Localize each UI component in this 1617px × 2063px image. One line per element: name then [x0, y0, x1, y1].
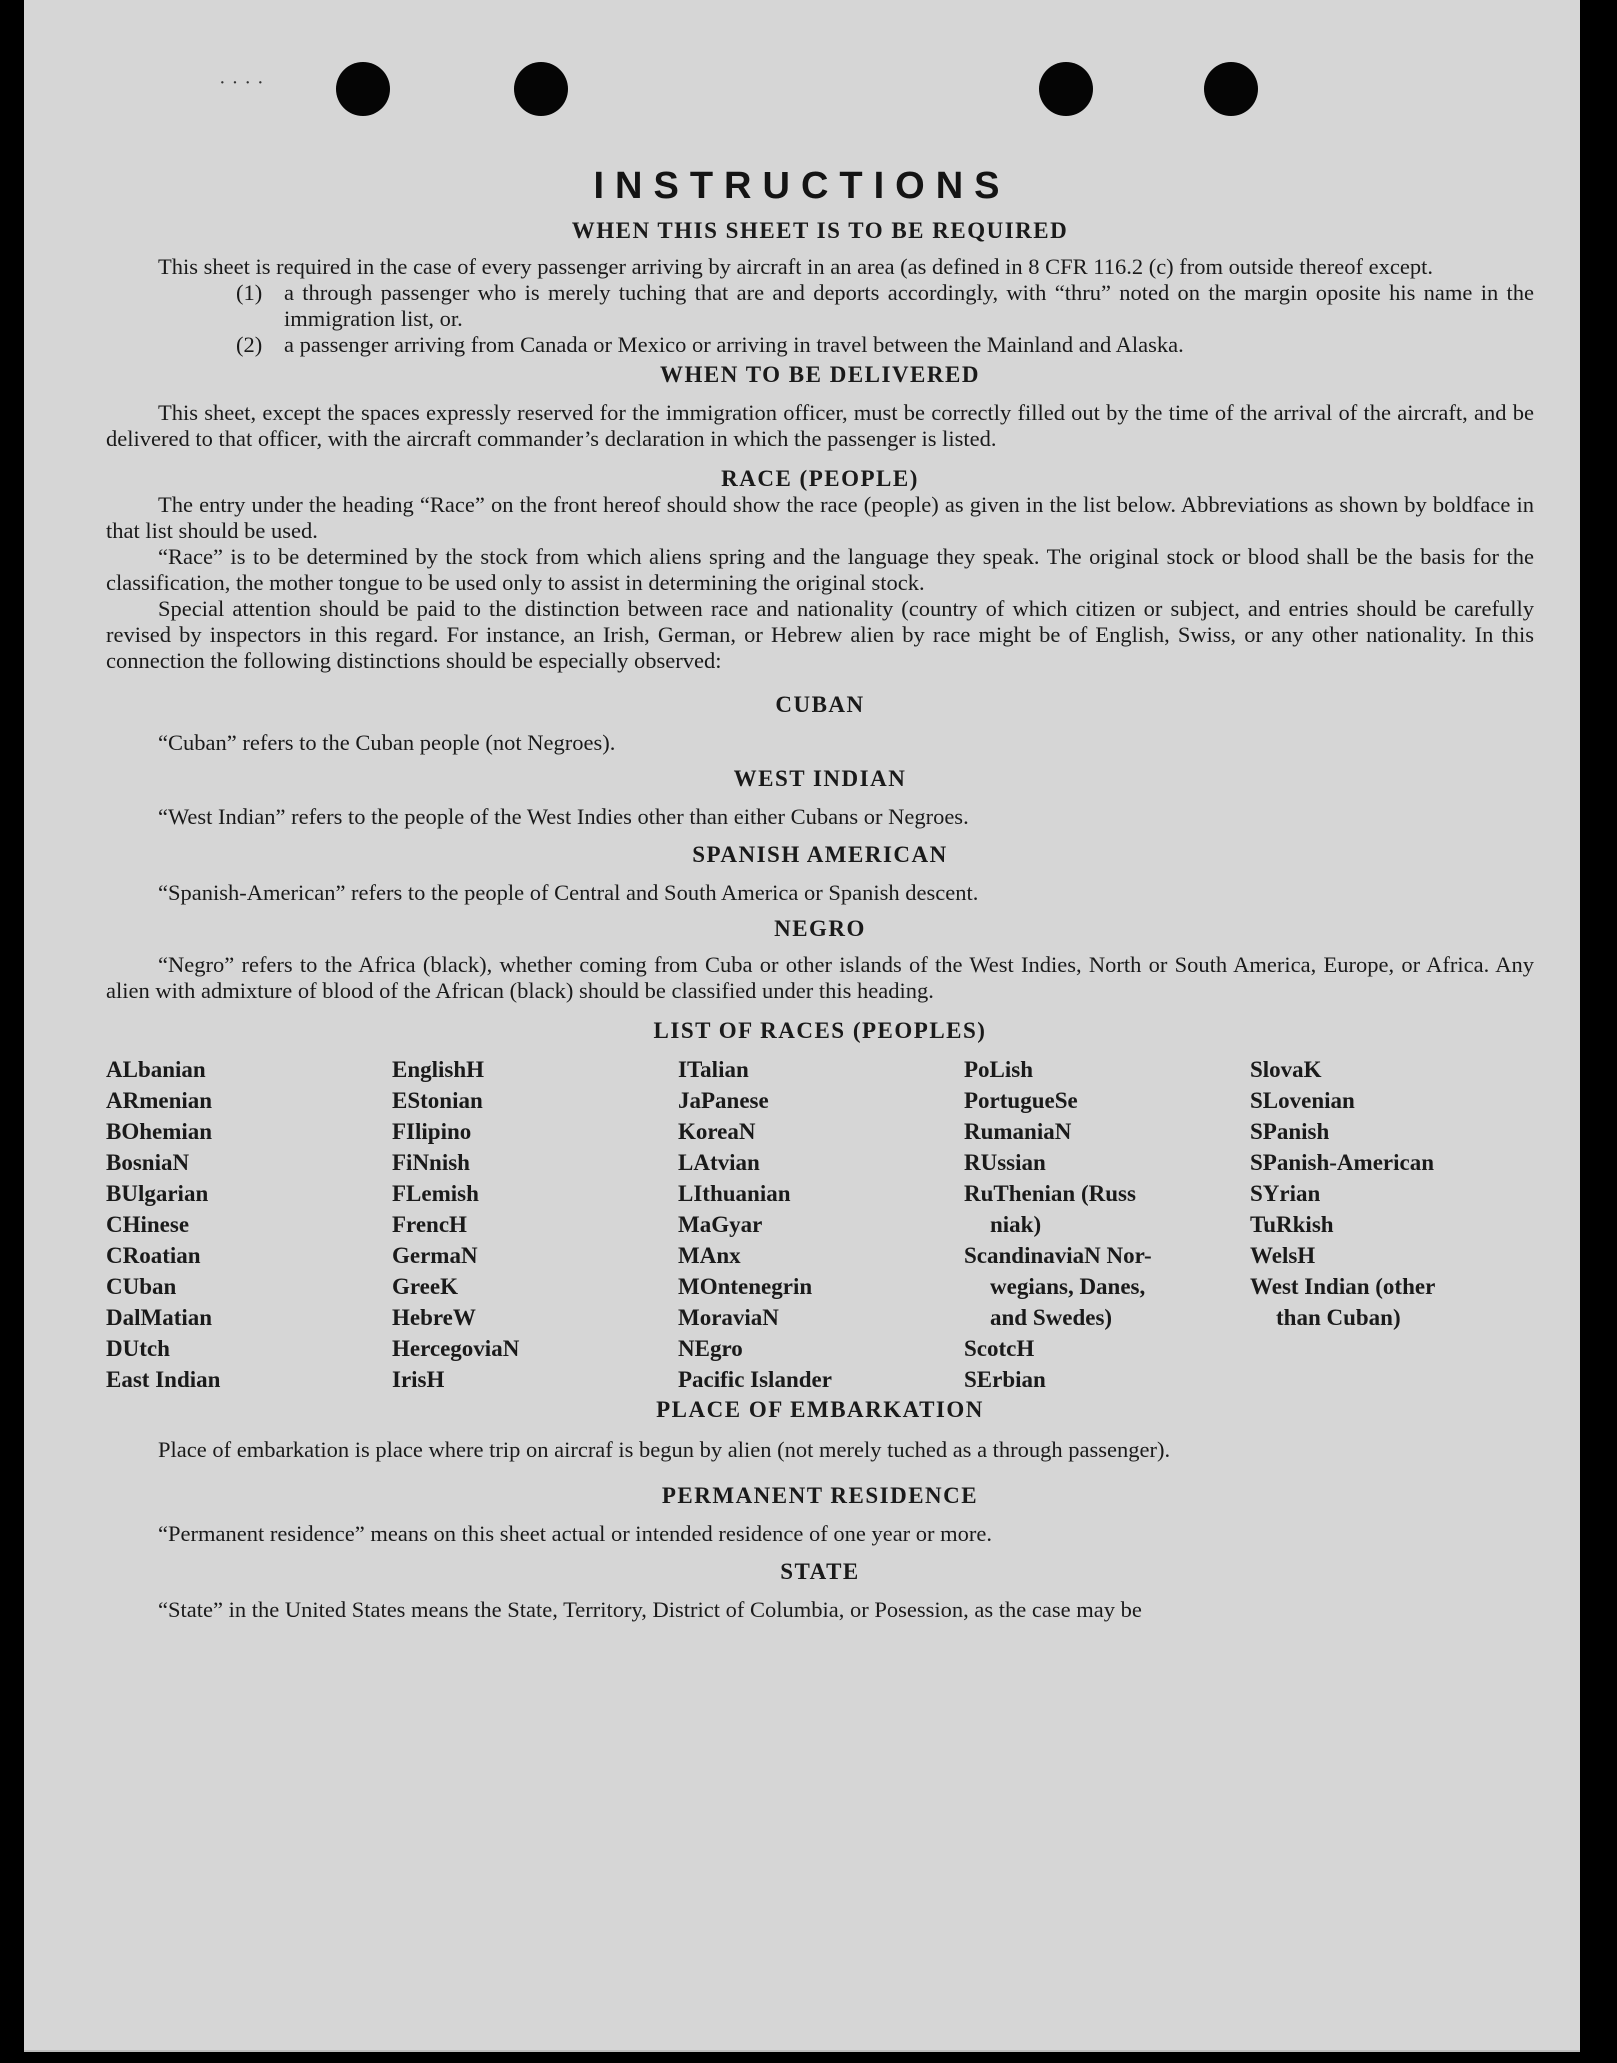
heading-when-delivered: WHEN TO BE DELIVERED: [660, 362, 980, 387]
race-entry: RUssian: [964, 1150, 1046, 1175]
exception-text: a through passenger who is merely tuching that are and deports accordingly, with “thru” noted on the margin oposite his name in the immigration list, or.: [284, 280, 1534, 331]
race-paragraph: The entry under the heading “Race” on the front hereof should show the race (people) as given in the list below. Abbreviations as shown by boldface in that list should be used.: [106, 492, 1534, 543]
race-entry: DUtch: [106, 1336, 170, 1361]
residence-text: “Permanent residence” means on this sheet actual or intended residence of one year or more.: [158, 1521, 993, 1546]
negro-text: “Negro” refers to the Africa (black), whether coming from Cuba or other islands of the West Indies, North or South America, Europe, or Africa. Any alien with admixture of blood of the African (black) should be classified under this heading.: [106, 952, 1534, 1003]
west-indian-text: “West Indian” refers to the people of the West Indies other than either Cubans or Negroes.: [158, 804, 969, 829]
race-entry-continuation: wegians, Danes,: [990, 1274, 1146, 1299]
races-column: [392, 1054, 678, 1395]
race-entry-continuation: niak): [990, 1212, 1042, 1237]
race-entry: BosniaN: [106, 1150, 190, 1175]
race-entry: HercegoviaN: [392, 1336, 520, 1361]
race-entry: FLemish: [392, 1181, 479, 1206]
race-entry: FrencH: [392, 1212, 467, 1237]
punch-hole: [514, 62, 568, 116]
race-entry: GermaN: [392, 1243, 478, 1268]
race-entry: BOhemian: [106, 1119, 213, 1144]
race-entry: FiNnish: [392, 1150, 470, 1175]
race-entry: IrisH: [392, 1367, 445, 1392]
race-entry: SPanish: [1250, 1119, 1330, 1144]
race-entry: MAnx: [678, 1243, 741, 1268]
race-entry: HebreW: [392, 1305, 476, 1330]
heading-embarkation: PLACE OF EMBARKATION: [656, 1397, 984, 1422]
race-entry: CRoatian: [106, 1243, 201, 1268]
race-entry: MoraviaN: [678, 1305, 779, 1330]
cuban-text: “Cuban” refers to the Cuban people (not Negroes).: [158, 730, 616, 755]
races-list: [106, 1054, 1534, 1395]
race-entry: LIthuanian: [678, 1181, 791, 1206]
race-entry: CUban: [106, 1274, 177, 1299]
race-entry: SYrian: [1250, 1181, 1321, 1206]
race-entry: SlovaK: [1250, 1057, 1322, 1082]
race-entry: WelsH: [1250, 1243, 1316, 1268]
race-entry: RumaniaN: [964, 1119, 1072, 1144]
punch-hole: [336, 62, 390, 116]
state-text: “State” in the United States means the State, Territory, District of Columbia, or Posession, as the case may be: [158, 1597, 1142, 1622]
race-paragraph: Special attention should be paid to the distinction between race and nationality (country of which citizen or subject, and entries should be carefully revised by inspectors in this regard. For instance, an Irish, German, or Hebrew alien by race might be of English, Swiss, or any other nationality. In this connection the following distinctions should be especially observed:: [106, 596, 1534, 673]
race-entry: ScotcH: [964, 1336, 1035, 1361]
race-entry: Pacific Islander: [678, 1367, 832, 1392]
race-entry: East Indian: [106, 1367, 221, 1392]
race-entry: ScandinaviaN Nor-: [964, 1243, 1152, 1268]
race-entry: NEgro: [678, 1336, 743, 1361]
race-entry: ALbanian: [106, 1057, 206, 1082]
race-entry: BUlgarian: [106, 1181, 209, 1206]
punch-dots: ····: [219, 72, 270, 94]
race-entry: SLovenian: [1250, 1088, 1355, 1113]
race-entry-continuation: and Swedes): [990, 1305, 1113, 1330]
exception-number: (2): [236, 332, 263, 357]
race-entry: ARmenian: [106, 1088, 213, 1113]
exception-text: a passenger arriving from Canada or Mexico or arriving in travel between the Mainland and Alaska.: [284, 332, 1184, 357]
heading-west-indian: WEST INDIAN: [733, 766, 907, 791]
spanish-american-text: “Spanish-American” refers to the people of Central and South America or Spanish descent.: [158, 880, 979, 905]
page-title: INSTRUCTIONS: [593, 165, 1011, 207]
race-entry: PoLish: [964, 1057, 1034, 1082]
document-page: [24, 0, 1580, 2052]
races-column: [1250, 1054, 1534, 1395]
heading-permanent-residence: PERMANENT RESIDENCE: [661, 1483, 979, 1508]
races-column: [964, 1054, 1250, 1395]
document-body: [106, 218, 1534, 1623]
race-entry: MaGyar: [678, 1212, 763, 1237]
race-entry: MOntenegrin: [678, 1274, 813, 1299]
punch-hole: [1039, 62, 1093, 116]
race-entry-continuation: than Cuban): [1276, 1305, 1401, 1330]
heading-cuban: CUBAN: [775, 692, 865, 717]
embarkation-text: Place of embarkation is place where trip on aircraf is begun by alien (not merely tuched as a through passenger).: [158, 1437, 1171, 1462]
race-entry: EnglishH: [392, 1057, 485, 1082]
race-entry: SErbian: [964, 1367, 1046, 1392]
when-delivered-text: This sheet, except the spaces expressly reserved for the immigration officer, must be correctly filled out by the time of the arrival of the aircraft, and be delivered to that officer, with the aircraft commander’s declaration in which the passenger is listed.: [106, 400, 1534, 451]
when-required-intro: This sheet is required in the case of every passenger arriving by aircraft in an area (as defined in 8 CFR 116.2 (c) from outside thereof except.: [158, 254, 1433, 279]
race-entry: RuThenian (Russ: [964, 1181, 1136, 1206]
heading-negro: NEGRO: [774, 916, 866, 941]
race-entry: GreeK: [392, 1274, 458, 1299]
race-entry: TuRkish: [1250, 1212, 1334, 1237]
race-entry: EStonian: [392, 1088, 483, 1113]
race-entry: SPanish-American: [1250, 1150, 1434, 1175]
race-entry: West Indian (other: [1250, 1274, 1436, 1299]
races-column: [106, 1054, 392, 1395]
race-entry: DalMatian: [106, 1305, 213, 1330]
exception-item: [236, 332, 1534, 358]
race-entry: CHinese: [106, 1212, 190, 1237]
heading-state: STATE: [780, 1559, 860, 1584]
exception-number: (1): [236, 280, 263, 305]
race-entry: KoreaN: [678, 1119, 756, 1144]
race-entry: LAtvian: [678, 1150, 760, 1175]
punch-hole: [1204, 62, 1258, 116]
race-paragraph: “Race” is to be determined by the stock from which aliens spring and the language they speak. The original stock or blood shall be the basis for the classification, the mother tongue to be used only to assist in determining the original stock.: [106, 544, 1534, 595]
heading-spanish-american: SPANISH AMERICAN: [692, 842, 948, 867]
races-column: [678, 1054, 964, 1395]
race-entry: PortugueSe: [964, 1088, 1078, 1113]
heading-when-required: WHEN THIS SHEET IS TO BE REQUIRED: [571, 218, 1069, 243]
heading-race: RACE (PEOPLE): [721, 466, 919, 491]
race-entry: FIlipino: [392, 1119, 472, 1144]
exception-item: [236, 280, 1534, 332]
heading-list-of-races: LIST OF RACES (PEOPLES): [653, 1018, 987, 1043]
race-entry: ITalian: [678, 1057, 749, 1082]
race-entry: JaPanese: [678, 1088, 769, 1113]
